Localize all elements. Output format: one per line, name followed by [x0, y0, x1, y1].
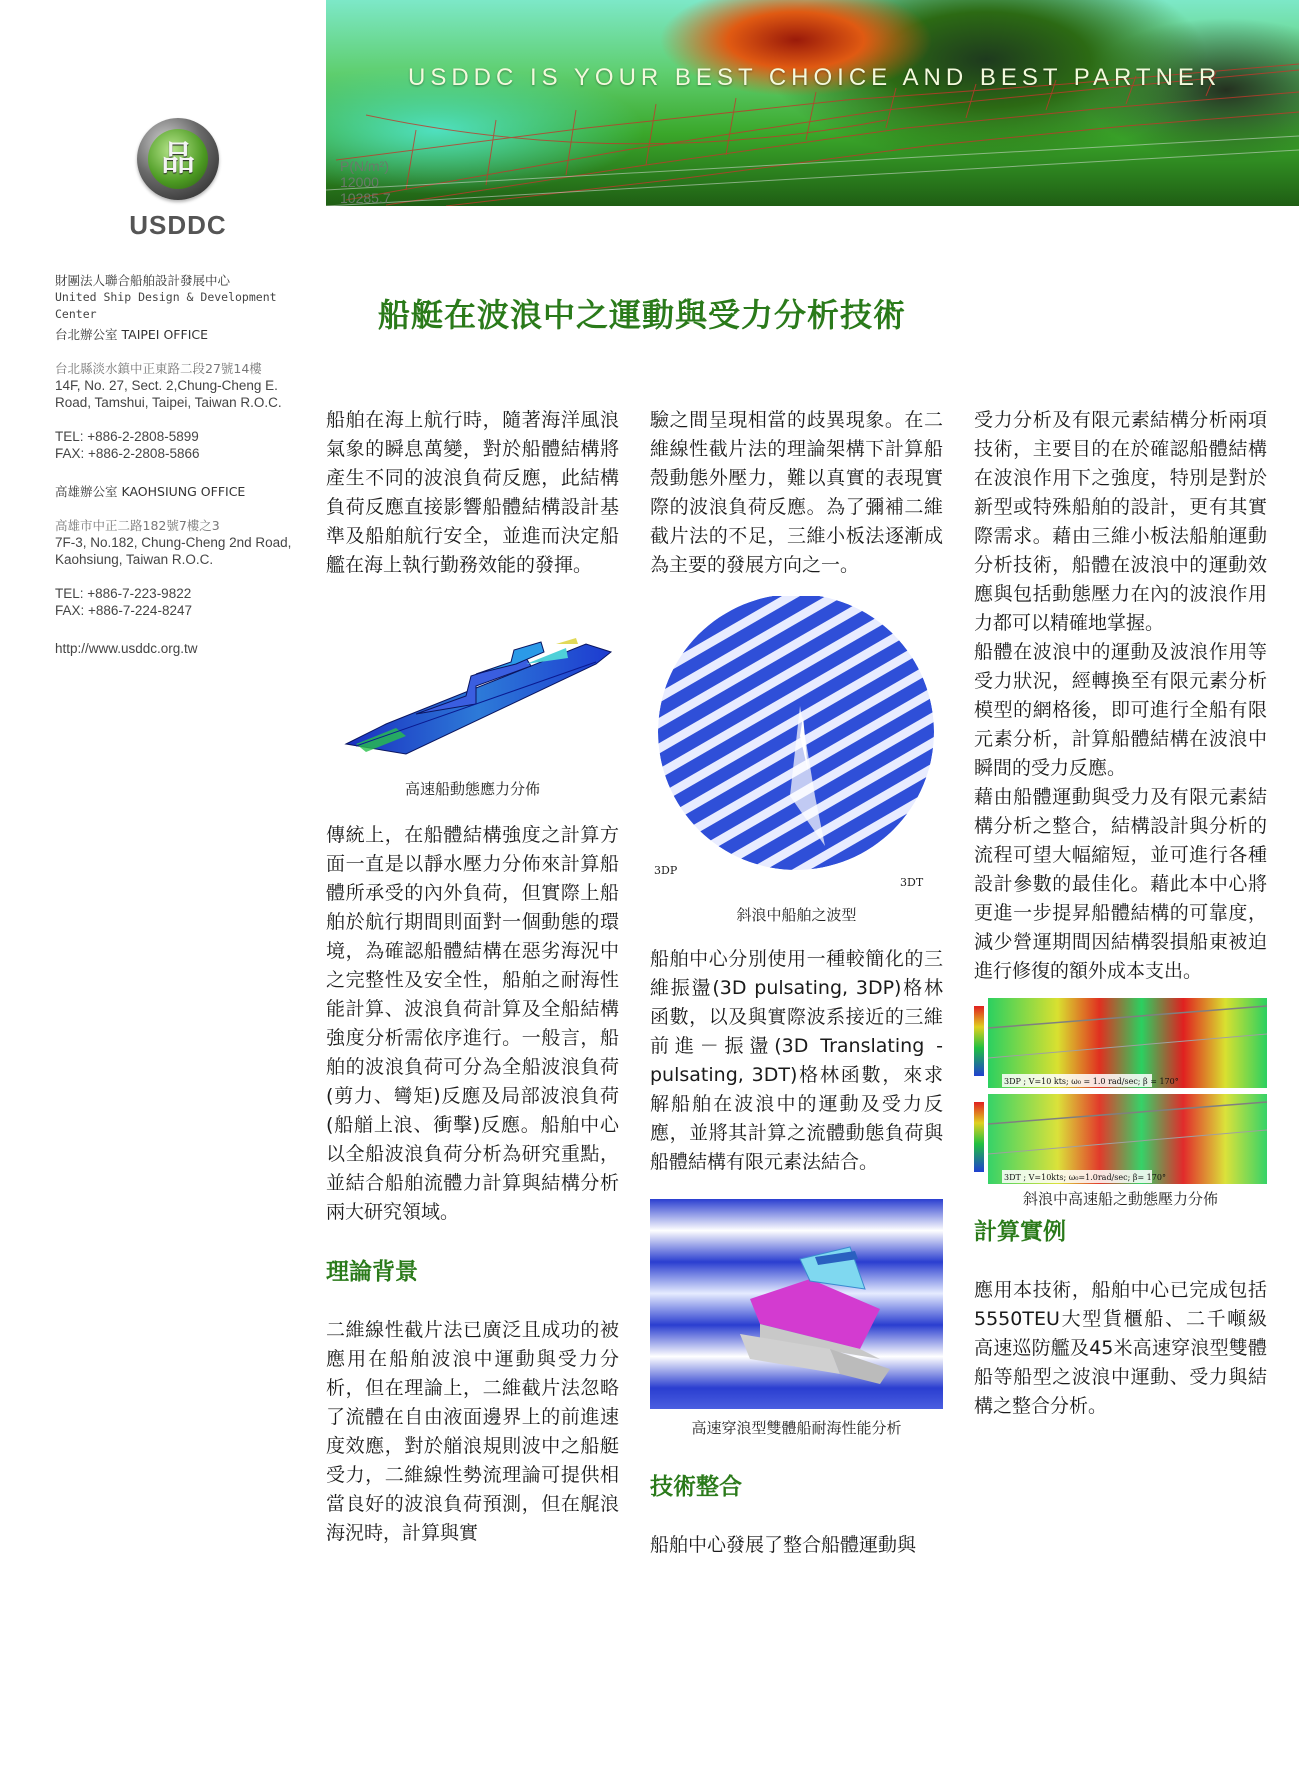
logo-emblem-icon: 品: [137, 118, 219, 200]
pressure-label-3dt: 3DT ; V=10kts; ω₀=1.0rad/sec; β= 170°: [1004, 1173, 1166, 1182]
wave-label-3dp: 3DP: [654, 864, 678, 877]
usddc-logo: [120, 118, 236, 241]
taipei-address-en-2: Road, Tamshui, Taipei, Taiwan R.O.C.: [55, 395, 282, 410]
kaohsiung-fax: FAX: +886-7-224-8247: [55, 603, 192, 618]
column-2: [650, 406, 943, 1560]
banner-legend: [340, 158, 391, 206]
taipei-fax: FAX: +886-2-2808-5866: [55, 446, 200, 461]
figure-high-speed-stress: [326, 604, 619, 770]
col3-paragraph-4: 應用本技術，船舶中心已完成包括5550TEU大型貨櫃船、二千噸級高速巡防艦及45米高速穿浪型雙體船等船型之波浪中運動、受力與結構之整合分析。: [974, 1279, 1267, 1417]
col3-paragraph-1: 受力分析及有限元素結構分析兩項技術，主要目的在於確認船體結構在波浪作用下之強度，特別是對於新型或特殊船舶的設計，更有其實際需求。藉由三維小板法船舶運動分析技術，船體在波浪中的運動效應與包括動態壓力在內的波浪作用力都可以精確地掌握。: [974, 409, 1267, 634]
kaohsiung-address-en-2: Kaohsiung, Taiwan R.O.C.: [55, 552, 214, 567]
col3-paragraph-2: 船體在波浪中的運動及波浪作用等受力狀況，經轉換至有限元素分析模型的網格後，即可進行全船有限元素分析，計算船體結構在波浪中瞬間的受力反應。: [974, 641, 1267, 779]
figure-oblique-wave-pattern: [650, 596, 943, 906]
website-block: [55, 640, 317, 657]
kaohsiung-tel: TEL: +886-7-223-9822: [55, 586, 192, 601]
legend-unit: P(N/m²): [340, 158, 389, 174]
wave-pattern-image: [650, 596, 943, 906]
taipei-office-label: 台北辦公室 TAIPEI OFFICE: [55, 327, 209, 342]
column-3: [974, 406, 1267, 1421]
sidebar: [0, 0, 318, 1789]
col3-paragraph-3: 藉由船體運動與受力及有限元素結構分析之整合，結構設計與分析的流程可望大幅縮短，並可進行各種設計參數的最佳化。藉此本中心將更進一步提昇船體結構的可靠度，減少營運期間因結構裂損船東被迫進行修復的額外成本支出。: [974, 786, 1267, 982]
kaohsiung-address-cn: 高雄市中正二路182號7樓之3: [55, 518, 220, 533]
taipei-office-block: [55, 326, 317, 462]
heading-theory-background: 理論背景: [326, 1259, 418, 1285]
figure-1-caption: 高速船動態應力分佈: [404, 780, 540, 798]
figure-3-caption: 高速穿浪型雙體船耐海性能分析: [691, 1419, 902, 1437]
col1-paragraph-3: 二維線性截片法已廣泛且成功的被應用在船舶波浪中運動與受力分析，但在理論上，二維截片法忽略了流體在自由液面邊界上的前進速度效應，對於艏浪規則波中之船艇受力，二維線性勢流理論可提供相當良好的波浪負荷預測，但在艉浪海況時，計算與實: [326, 1319, 619, 1544]
dynamic-pressure-image: [974, 998, 1267, 1188]
figure-catamaran-seakeeping: [650, 1199, 943, 1409]
org-name-block: [55, 272, 317, 323]
legend-value-2: 10285.7: [340, 190, 391, 206]
website-link[interactable]: http://www.usddc.org.tw: [55, 641, 198, 656]
pressure-label-3dp: 3DP ; V=10 kts; ω₀ = 1.0 rad/sec; β = 170°: [1004, 1077, 1179, 1086]
kaohsiung-office-block: [55, 483, 317, 619]
heading-computation-examples: 計算實例: [974, 1219, 1066, 1245]
high-speed-ship-stress-image: [326, 604, 619, 770]
taipei-tel: TEL: +886-2-2808-5899: [55, 429, 199, 444]
org-name-en: United Ship Design & Development Center: [55, 290, 277, 321]
kaohsiung-address-en-1: 7F-3, No.182, Chung-Cheng 2nd Road,: [55, 535, 292, 550]
col2-paragraph-1: 驗之間呈現相當的歧異現象。在二維線性截片法的理論架構下計算船殼動態外壓力，難以真實的表現實際的波浪負荷反應。為了彌補二維截片法的不足，三維小板法逐漸成為主要的發展方向之一。: [650, 409, 943, 576]
col2-paragraph-3: 船舶中心發展了整合船體運動與: [650, 1534, 917, 1556]
col2-paragraph-2: 船舶中心分別使用一種較簡化的三維振盪(3D pulsating, 3DP)格林函數，以及與實際波系接近的三維前進－振盪(3D Translating - pulsating, 3DT)格林函數，來求解船舶在波浪中的運動及受力反應，並將其計算之流體動態負荷與船體結構有限元素法結合。: [650, 948, 943, 1173]
figure-4-caption: 斜浪中高速船之動態壓力分佈: [1022, 1190, 1218, 1208]
wave-label-3dt: 3DT: [900, 876, 924, 889]
taipei-address-en-1: 14F, No. 27, Sect. 2,Chung-Cheng E.: [55, 378, 278, 393]
header-banner: [326, 0, 1299, 206]
legend-value-1: 12000: [340, 174, 379, 190]
ship-mesh-graphic: [326, 0, 1299, 206]
figure-dynamic-pressure: [974, 998, 1267, 1188]
page-title: 船艇在波浪中之運動與受力分析技術: [378, 296, 907, 334]
kaohsiung-office-label: 高雄辦公室 KAOHSIUNG OFFICE: [55, 484, 246, 499]
column-1: [326, 406, 619, 1548]
figure-2-caption: 斜浪中船舶之波型: [736, 906, 857, 924]
heading-technology-integration: 技術整合: [650, 1474, 742, 1500]
org-name-cn: 財團法人聯合船舶設計發展中心: [55, 273, 231, 288]
taipei-address-cn: 台北縣淡水鎮中正東路二段27號14樓: [55, 361, 262, 376]
logo-text: USDDC: [129, 210, 227, 240]
catamaran-image: [650, 1199, 943, 1409]
col1-paragraph-1: 船舶在海上航行時，隨著海洋風浪氣象的瞬息萬變，對於船體結構將產生不同的波浪負荷反應，此結構負荷反應直接影響船體結構設計基準及船舶航行安全，並進而決定船艦在海上執行勤務效能的發揮。: [326, 409, 619, 576]
banner-slogan: USDDC IS YOUR BEST CHOICE AND BEST PARTNER: [408, 64, 1222, 91]
col1-paragraph-2: 傳統上，在船體結構強度之計算方面一直是以靜水壓力分佈來計算船體所承受的內外負荷，但實際上船舶於航行期間則面對一個動態的環境，為確認船體結構在惡劣海況中之完整性及安全性，船舶之耐海性能計算、波浪負荷計算及全船結構強度分析需依序進行。一般言，船舶的波浪負荷可分為全船波浪負荷(剪力、彎矩)反應及局部波浪負荷(船艏上浪、衝擊)反應。船舶中心以全船波浪負荷分析為研究重點，並結合船舶流體力計算與結構分析兩大研究領域。: [326, 824, 619, 1223]
